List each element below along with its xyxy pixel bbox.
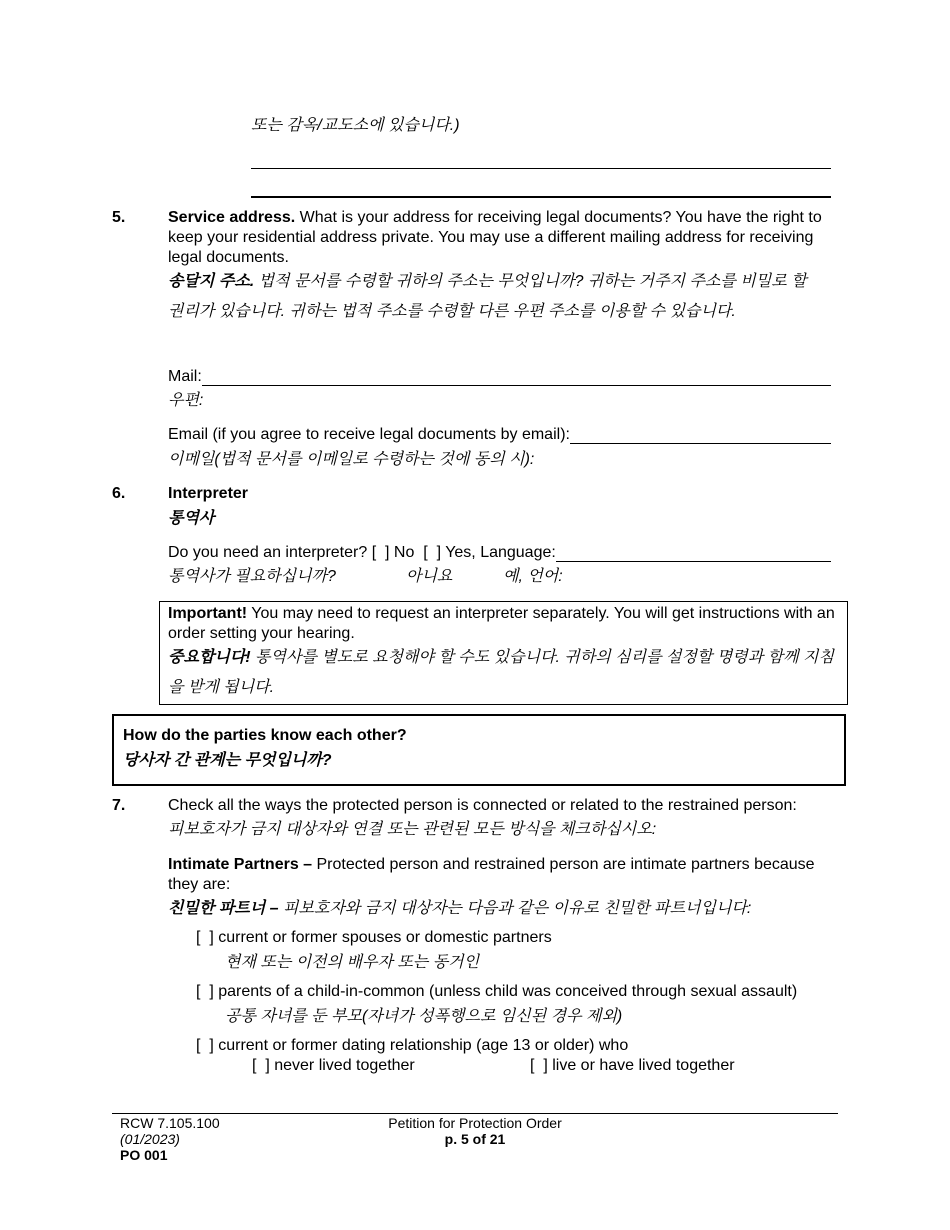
email-label: Email (if you agree to receive legal documents by email): [168,426,570,443]
continued-text-ko: 또는 감옥/교도소에 있습니다.) [251,117,460,134]
yes-label-ko: 예, 언어: [503,568,563,585]
intimate-partners-label: Intimate Partners – [168,856,313,873]
blank-line[interactable] [251,168,831,169]
parties-header-box [112,714,846,786]
mail-label: Mail: [168,368,202,385]
footer-form-number: PO 001 [120,1147,168,1163]
interpreter-question-row [168,543,831,563]
no-label-ko: 아니요 [406,568,453,585]
important-label: Important! [168,605,248,622]
mail-label-ko: 우편: [168,392,204,409]
interpreter-question-ko: 통역사가 필요하십니까? [168,568,336,585]
section-title: Service address. [168,209,296,226]
section-title-ko: 송달지 주소. [168,273,255,290]
service-address-text [168,208,833,268]
important-notice-box [159,601,848,705]
section-number: 6. [112,485,126,502]
parties-title-ko: 당사자 간 관계는 무엇입니까? [123,752,332,769]
mail-row [168,367,831,387]
service-address-text-ko [168,267,818,327]
section-text-ko: 법적 문서를 수령할 귀하의 주소는 무엇입니까? 귀하는 거주지 주소를 비밀로 할 권리가 있습니다. 귀하는 법적 주소를 수령할 다른 우편 주소를 이용할 수 있습니다. [168,273,807,320]
section-number: 7. [112,797,126,814]
interpreter-question[interactable]: Do you need an interpreter? [ ] No [ ] Yes, Language: [168,544,556,561]
intimate-partners-text [168,855,833,895]
checkbox-parents[interactable]: [ ] parents of a child-in-common (unless child was conceived through sexual assault) [196,983,798,1000]
intimate-partners-desc-ko: 피보호자와 금지 대상자는 다음과 같은 이유로 친밀한 파트너입니다: [278,900,752,917]
footer-title: Petition for Protection Order [388,1115,562,1131]
checkbox-parents-ko: 공통 자녀를 둔 부모(자녀가 성폭행으로 임신된 경우 제외) [225,1008,623,1025]
important-text-ko: 통역사를 별도로 요청해야 할 수도 있습니다. 귀하의 심리를 설정할 명령과 함께 지침을 받게 됩니다. [168,649,834,696]
blank-line[interactable] [251,196,831,198]
checkbox-spouses-ko: 현재 또는 이전의 배우자 또는 동거인 [225,954,480,971]
language-field[interactable] [556,543,831,562]
important-label-ko: 중요합니다! [168,649,251,666]
intimate-partners-label-ko: 친밀한 파트너 – [168,900,279,917]
checkbox-never-lived-together[interactable]: [ ] never lived together [252,1057,415,1074]
email-row [168,425,831,445]
section-title-ko: 통역사 [168,510,215,527]
footer-rcw: RCW 7.105.100 [120,1115,220,1131]
checkbox-lived-together[interactable]: [ ] live or have lived together [530,1057,735,1074]
intimate-partners-text-ko [168,899,751,919]
important-text: You may need to request an interpreter separately. You will get instructions with an order setting your hearing. [168,605,835,642]
important-notice [168,604,839,644]
section-number: 5. [112,209,126,226]
footer-date: (01/2023) [120,1131,180,1147]
parties-title: How do the parties know each other? [123,727,407,744]
checkbox-dating[interactable]: [ ] current or former dating relationship (age 13 or older) who [196,1037,629,1054]
checkbox-spouses[interactable]: [ ] current or former spouses or domestic partners [196,929,552,946]
email-label-ko: 이메일(법적 문서를 이메일로 수령하는 것에 동의 시): [168,451,535,468]
mail-field[interactable] [202,367,831,386]
footer-divider [112,1113,838,1114]
relationship-instructions-ko: 피보호자가 금지 대상자와 연결 또는 관련된 모든 방식을 체크하십시오: [168,821,657,838]
intimate-partners-desc: Protected person and restrained person are intimate partners because they are: [168,856,815,893]
section-text: What is your address for receiving legal documents? You have the right to keep your residential address private. You may use a different mailing address for receiving legal documents. [168,209,822,266]
footer-page: p. 5 of 21 [444,1131,506,1147]
section-title: Interpreter [168,485,249,502]
email-field[interactable] [570,425,831,444]
important-notice-ko [168,643,839,703]
relationship-instructions: Check all the ways the protected person is connected or related to the restrained person: [168,797,797,814]
